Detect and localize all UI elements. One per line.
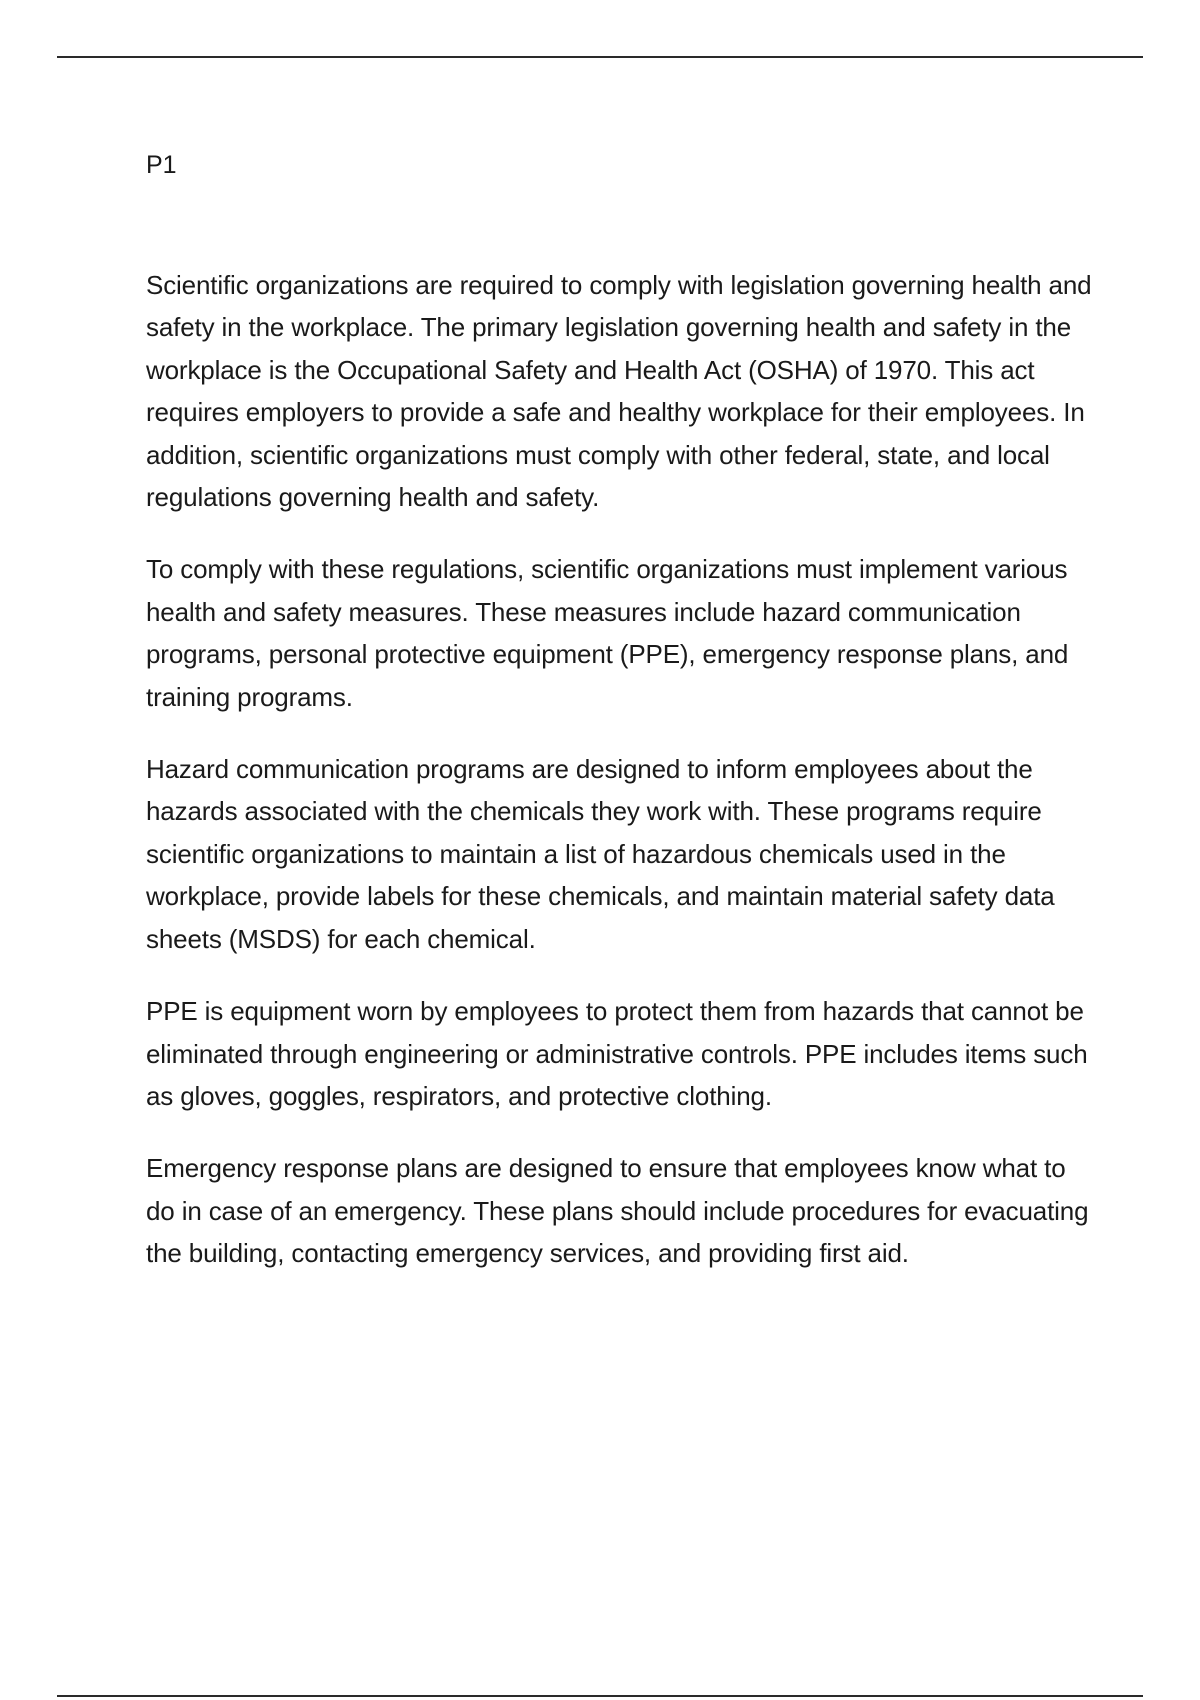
page-label: P1 [146,151,177,179]
document-body [146,264,1101,1305]
paragraph-ppe: PPE is equipment worn by employees to protect them from hazards that cannot be eliminated through engineering or administrative controls. PPE includes items such as gloves, goggles, respirators, and protective clothing. [146,996,1088,1111]
paragraph-hazard-communication: Hazard communication programs are designed to inform employees about the hazards associated with the chemicals they work with. These programs require scientific organizations to maintain a list of hazardous chemicals used in the workplace, provide labels for these chemicals, and maintain material safety data sheets (MSDS) for each chemical. [146,754,1055,954]
paragraph-emergency-response: Emergency response plans are designed to ensure that employees know what to do in case of an emergency. These plans should include procedures for evacuating the building, contacting emergency services, and providing first aid. [146,1153,1089,1269]
paragraph-safety-measures: To comply with these regulations, scientific organizations must implement various health and safety measures. These measures include hazard communication programs, personal protective equipment (PPE), emergency response plans, and training programs. [146,554,1069,712]
footer-rule [57,1695,1143,1697]
header-rule [57,56,1143,58]
paragraph-osha-legislation: Scientific organizations are required to comply with legislation governing health and safety in the workplace. The primary legislation governing health and safety in the workplace is the Occupational Safety and Health Act (OSHA) of 1970. This act requires employers to provide a safe and healthy workplace for their employees. In addition, scientific organizations must comply with other federal, state, and local regulations governing health and safety. [146,270,1092,513]
